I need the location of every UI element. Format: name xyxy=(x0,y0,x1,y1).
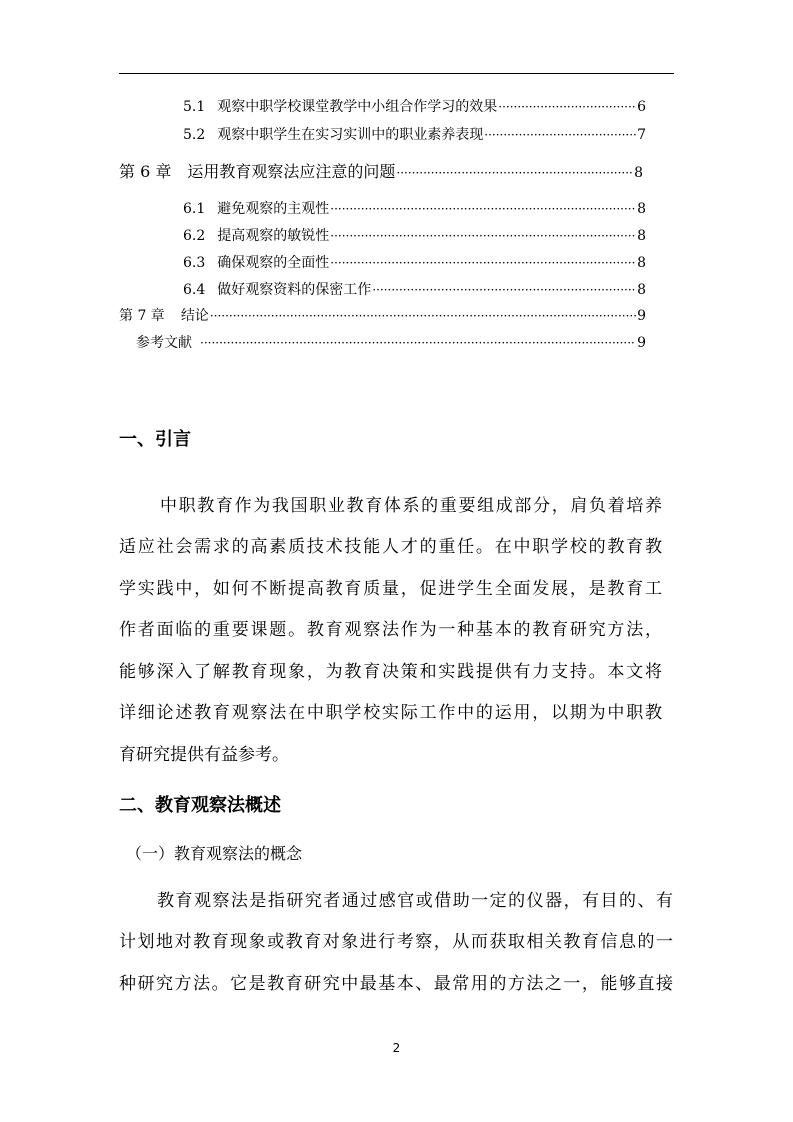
paragraph-line: 教育观察法是指研究者通过感官或借助一定的仪器，有目的、有 xyxy=(157,891,673,911)
paragraph-line: 计划地对教育现象或教育对象进行考察，从而获取相关教育信息的一 xyxy=(119,932,673,952)
toc-references-entry[interactable] xyxy=(136,333,646,353)
paragraph-line: 详细论述教育观察法在中职学校实际工作中的运用，以期为中职教 xyxy=(119,703,662,723)
toc-page: 8 xyxy=(634,165,643,181)
toc-title: 做好观察资料的保密工作 xyxy=(217,282,372,298)
paragraph-line: 种研究方法。它是教育研究中最基本、最常用的方法之一，能够直接 xyxy=(119,974,673,994)
paragraph-line: 适应社会需求的高素质技术技能人才的重任。在中职学校的教育教 xyxy=(119,537,662,557)
subsection-heading: （一）教育观察法的概念 xyxy=(126,844,303,863)
toc-title: 结论 xyxy=(180,308,209,324)
toc-number: 第 7 章 xyxy=(119,308,165,324)
toc-leader-dots xyxy=(330,253,636,273)
paragraph-line: 中职教育作为我国职业教育体系的重要组成部分，肩负着培养 xyxy=(160,496,662,516)
toc-number: 6.3 xyxy=(183,255,206,271)
toc-number: 6.2 xyxy=(183,228,206,244)
toc-chapter-entry[interactable] xyxy=(119,306,646,326)
toc-page: 8 xyxy=(637,201,646,217)
toc-leader-dots xyxy=(330,199,636,219)
toc-page: 8 xyxy=(637,228,646,244)
toc-number: 6.4 xyxy=(183,282,206,298)
toc-title: 确保观察的全面性 xyxy=(217,255,330,271)
toc-entry[interactable] xyxy=(183,125,646,145)
toc-page: 8 xyxy=(637,255,646,271)
toc-entry[interactable] xyxy=(183,253,646,273)
toc-title: 观察中职学校课堂教学中小组合作学习的效果 xyxy=(217,99,498,115)
toc-title: 观察中职学生在实习实训中的职业素养表现 xyxy=(217,127,484,143)
toc-entry[interactable] xyxy=(183,97,646,117)
toc-title: 提高观察的敏锐性 xyxy=(217,228,330,244)
toc-number: 5.1 xyxy=(183,99,206,115)
toc-page: 9 xyxy=(637,308,646,324)
toc-leader-dots xyxy=(330,226,636,246)
section-heading: 二、教育观察法概述 xyxy=(119,795,281,816)
paragraph-line: 能够深入了解教育现象，为教育决策和实践提供有力支持。本文将 xyxy=(119,662,662,682)
toc-page: 9 xyxy=(637,335,646,351)
toc-chapter-entry[interactable] xyxy=(119,162,643,183)
toc-number: 5.2 xyxy=(183,127,206,143)
toc-title: 参考文献 xyxy=(136,335,192,351)
section-heading: 一、引言 xyxy=(119,429,191,450)
toc-entry[interactable] xyxy=(183,226,646,246)
header-rule xyxy=(119,73,674,74)
toc-page: 6 xyxy=(637,99,646,115)
toc-leader-dots xyxy=(210,306,636,326)
toc-entry[interactable] xyxy=(183,280,646,300)
toc-leader-dots xyxy=(396,163,633,183)
paragraph-line: 学实践中，如何不断提高教育质量，促进学生全面发展，是教育工 xyxy=(119,579,662,599)
page-number: 2 xyxy=(392,1041,401,1055)
paragraph-line: 作者面临的重要课题。教育观察法作为一种基本的教育研究方法， xyxy=(119,620,662,640)
toc-leader-dots xyxy=(372,280,636,300)
toc-number: 第 6 章 xyxy=(119,162,172,181)
toc-title: 运用教育观察法应注意的问题 xyxy=(187,162,396,181)
toc-number: 6.1 xyxy=(183,201,206,217)
toc-page: 8 xyxy=(637,282,646,298)
toc-entry[interactable] xyxy=(183,199,646,219)
toc-page: 7 xyxy=(637,127,646,143)
paragraph-line: 育研究提供有益参考。 xyxy=(119,745,289,765)
toc-leader-dots xyxy=(200,333,636,353)
toc-leader-dots xyxy=(498,97,636,117)
toc-title: 避免观察的主观性 xyxy=(217,201,330,217)
toc-leader-dots xyxy=(484,125,636,145)
